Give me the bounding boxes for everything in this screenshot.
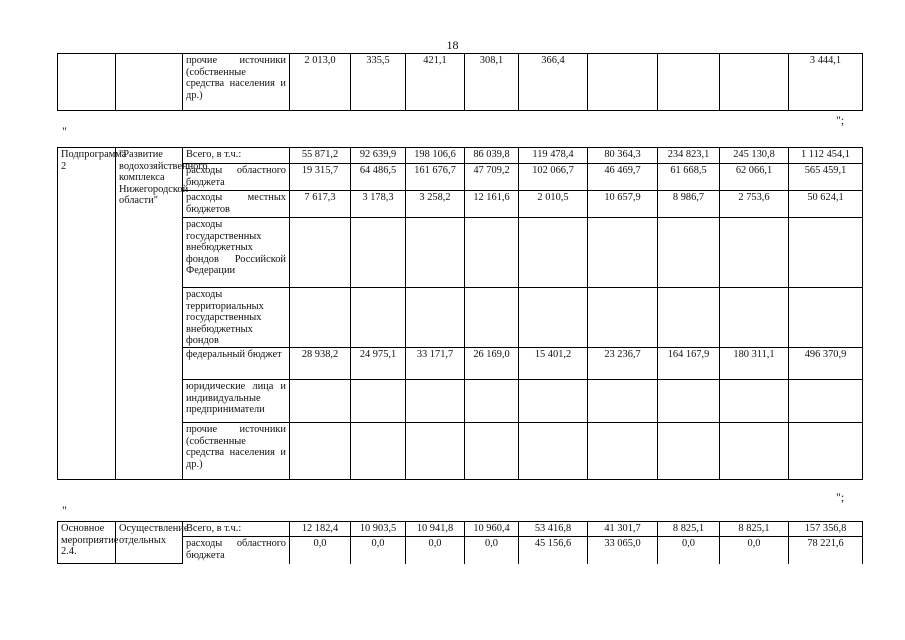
value-cell: 0,0	[406, 537, 465, 564]
value-cell	[658, 218, 720, 288]
value-cell: 102 066,7	[519, 164, 588, 191]
value-cell: 2 753,6	[720, 191, 789, 218]
value-cell: 8 825,1	[658, 522, 720, 537]
program-cell: Подпрограмма 2	[58, 148, 116, 480]
value-cell	[588, 218, 658, 288]
name-cell: "Развитие водохозяйственного комплекса Нижегородской области"	[116, 148, 183, 480]
value-cell	[351, 422, 406, 479]
value-cell: 0,0	[720, 537, 789, 564]
value-cell	[351, 379, 406, 422]
value-cell: 19 315,7	[290, 164, 351, 191]
source-label: федеральный бюджет	[183, 347, 290, 379]
source-label: прочие источники (собственные средства населения и др.)	[183, 422, 290, 479]
table-row	[58, 54, 863, 111]
value-cell: 496 370,9	[789, 347, 863, 379]
value-cell	[406, 379, 465, 422]
value-cell: 421,1	[406, 54, 465, 111]
value-cell: 0,0	[658, 537, 720, 564]
value-cell: 180 311,1	[720, 347, 789, 379]
value-cell	[465, 288, 519, 348]
value-cell: 64 486,5	[351, 164, 406, 191]
value-cell	[290, 288, 351, 348]
value-cell: 10 960,4	[465, 522, 519, 537]
value-cell: 3 258,2	[406, 191, 465, 218]
value-cell: 8 825,1	[720, 522, 789, 537]
value-cell: 33 171,7	[406, 347, 465, 379]
budget-table-activity-2-4	[57, 521, 863, 564]
table-row	[58, 148, 863, 164]
value-cell	[789, 288, 863, 348]
value-cell: 234 823,1	[658, 148, 720, 164]
value-cell: 119 478,4	[519, 148, 588, 164]
value-cell: 0,0	[290, 537, 351, 564]
value-cell: 7 617,3	[290, 191, 351, 218]
value-cell: 0,0	[465, 537, 519, 564]
value-cell: 565 459,1	[789, 164, 863, 191]
table-row	[58, 522, 863, 537]
value-cell: 15 401,2	[519, 347, 588, 379]
value-cell: 164 167,9	[658, 347, 720, 379]
value-cell	[658, 288, 720, 348]
source-label: расходы местных бюджетов	[183, 191, 290, 218]
source-label: расходы областного бюджета	[183, 537, 290, 564]
value-cell: 8 986,7	[658, 191, 720, 218]
value-cell	[519, 288, 588, 348]
value-cell: 12 161,6	[465, 191, 519, 218]
value-cell	[720, 422, 789, 479]
value-cell: 92 639,9	[351, 148, 406, 164]
page-number: 18	[446, 38, 459, 52]
value-cell: 45 156,6	[519, 537, 588, 564]
value-cell	[465, 379, 519, 422]
value-cell	[290, 379, 351, 422]
value-cell: 161 676,7	[406, 164, 465, 191]
budget-table-subprogram-2	[57, 147, 863, 480]
value-cell: 23 236,7	[588, 347, 658, 379]
source-label: расходы территориальных государственных внебюджетных фондов	[183, 288, 290, 348]
value-cell	[789, 379, 863, 422]
value-cell: 26 169,0	[465, 347, 519, 379]
value-cell: 245 130,8	[720, 148, 789, 164]
value-cell	[789, 422, 863, 479]
value-cell: 86 039,8	[465, 148, 519, 164]
value-cell	[519, 422, 588, 479]
value-cell	[351, 288, 406, 348]
value-cell	[351, 218, 406, 288]
value-cell: 53 416,8	[519, 522, 588, 537]
value-cell: 62 066,1	[720, 164, 789, 191]
value-cell: 0,0	[351, 537, 406, 564]
value-cell	[406, 422, 465, 479]
value-cell: 198 106,6	[406, 148, 465, 164]
value-cell	[588, 422, 658, 479]
value-cell: 46 469,7	[588, 164, 658, 191]
value-cell	[789, 218, 863, 288]
value-cell: 41 301,7	[588, 522, 658, 537]
value-cell	[406, 288, 465, 348]
value-cell: 55 871,2	[290, 148, 351, 164]
closing-quote: ";	[836, 113, 845, 127]
value-cell: 10 657,9	[588, 191, 658, 218]
opening-quote: "	[62, 124, 67, 138]
source-label: расходы областного бюджета	[183, 164, 290, 191]
value-cell	[588, 379, 658, 422]
value-cell	[720, 288, 789, 348]
value-cell	[658, 422, 720, 479]
value-cell	[465, 218, 519, 288]
name-cell-empty	[116, 54, 183, 111]
value-cell	[720, 54, 789, 111]
value-cell: 2 013,0	[290, 54, 351, 111]
value-cell: 335,5	[351, 54, 406, 111]
source-label: расходы государственных внебюджетных фондов Российской Федерации	[183, 218, 290, 288]
value-cell: 10 941,8	[406, 522, 465, 537]
value-cell: 24 975,1	[351, 347, 406, 379]
value-cell	[519, 218, 588, 288]
value-cell: 78 221,6	[789, 537, 863, 564]
value-cell	[465, 422, 519, 479]
value-cell: 47 709,2	[465, 164, 519, 191]
value-cell: 3 178,3	[351, 191, 406, 218]
source-label: юридические лица и индивидуальные предприниматели	[183, 379, 290, 422]
value-cell: 28 938,2	[290, 347, 351, 379]
value-cell	[720, 218, 789, 288]
value-cell	[290, 422, 351, 479]
budget-table-continuation	[57, 53, 863, 111]
value-cell: 3 444,1	[789, 54, 863, 111]
program-cell-empty	[58, 54, 116, 111]
program-cell: Основное мероприятие 2.4.	[58, 522, 116, 564]
value-cell: 61 668,5	[658, 164, 720, 191]
source-label: прочие источники (собственные средства населения и др.)	[183, 54, 290, 111]
value-cell: 366,4	[519, 54, 588, 111]
value-cell	[406, 218, 465, 288]
value-cell	[658, 379, 720, 422]
value-cell: 33 065,0	[588, 537, 658, 564]
name-cell: Осуществление отдельных	[116, 522, 183, 564]
value-cell: 12 182,4	[290, 522, 351, 537]
closing-quote: ";	[836, 490, 845, 504]
value-cell	[588, 54, 658, 111]
value-cell: 50 624,1	[789, 191, 863, 218]
opening-quote: "	[62, 503, 67, 517]
value-cell: 1 112 454,1	[789, 148, 863, 164]
source-label: Всего, в т.ч.:	[183, 148, 290, 164]
value-cell	[588, 288, 658, 348]
value-cell: 80 364,3	[588, 148, 658, 164]
value-cell	[290, 218, 351, 288]
value-cell: 157 356,8	[789, 522, 863, 537]
value-cell: 10 903,5	[351, 522, 406, 537]
source-label: Всего, в т.ч.:	[183, 522, 290, 537]
value-cell: 2 010,5	[519, 191, 588, 218]
value-cell	[720, 379, 789, 422]
value-cell	[658, 54, 720, 111]
value-cell: 308,1	[465, 54, 519, 111]
value-cell	[519, 379, 588, 422]
